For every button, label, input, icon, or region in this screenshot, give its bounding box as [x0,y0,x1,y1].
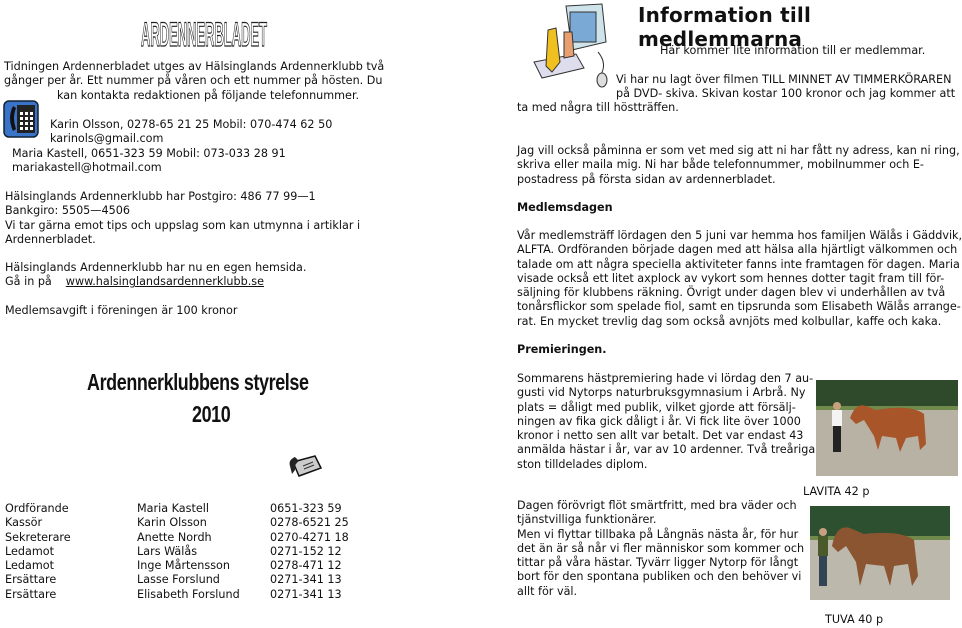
premiering-text [517,372,815,472]
info-title: Information till medlemmarna [638,3,812,51]
text-line: Hälsinglands Ardennerklubb har nu en egen hemsida. [5,261,307,274]
contact-maria [12,147,286,176]
heading: Medlemsdagen [517,201,613,214]
computer-clipart-icon [526,2,614,90]
board-phone: 0271-341 13 [270,587,342,601]
text-line: tjänstvilliga funktionärer. [517,513,657,527]
medlemsdagen-text [517,229,962,329]
text-line: gånger per år. Ett nummer på våren och ett nummer på hösten. Du [4,74,383,88]
board-phone: 0270-4271 18 [270,530,349,544]
board-role: Kassör [5,516,43,530]
telephone-icon [3,100,39,138]
board-row [5,502,370,516]
heading: Premieringen. [517,343,607,356]
board-phone: 0278-471 12 [270,559,342,573]
text-line: Men vi flyttar tillbaka på Långnäs nästa år, för hur [517,527,799,541]
text-line: Medlemsavgift i föreningen är 100 kronor [5,304,238,317]
text-line: Karin Olsson, 0278-65 21 25 Mobil: 070-474 62 50 [50,118,333,131]
board-role: Ordförande [5,502,69,515]
board-name: Maria Kastell [137,502,209,515]
board-role: Ersättare [5,573,57,587]
text-line: tonårsflickor som spelade fiol, samt en tipsrunda som Elisabeth Wälås arrange- [517,300,961,314]
board-row [5,531,370,545]
photo2-caption [825,613,883,627]
text-line: Vi tar gärna emot tips och uppslag som kan utmynna i artiklar i [5,218,361,232]
text-line: Sommarens hästpremiering hade vi lördag den 7 au- [517,372,814,385]
text-line: talade om att några speciella aktiviteter fanns inte framtagen för dagen. Maria [517,257,960,271]
text-line: Bankgiro: 5505—4506 [5,204,130,218]
board-row [5,545,370,559]
horse-photo-lavita [816,380,958,476]
text-line: ALFTA. Ordföranden började dagen med att hälsa alla hjärtligt välkommen och [517,243,958,257]
board-row [5,516,370,530]
text-line: Tidningen Ardennerbladet utges av Hälsinglands Ardennerklubb två [4,60,385,73]
caption: LAVITA 42 p [803,485,870,498]
board-row [5,559,370,573]
ardennerbladet-logo [138,14,270,52]
dvd-info-line3 [517,101,679,115]
board-phone: 0271-152 12 [270,544,342,558]
svg-text:ARDENNERBLADET: ARDENNERBLADET [141,15,267,54]
text-line: skriva eller maila mig. Ni har både telefonnummer, mobilnummer och E- [517,158,924,172]
text-line: Maria Kastell, 0651-323 59 Mobil: 073-033 28 91 [12,147,286,160]
text-line: plats = dåligt med publik, vilket gjorde att försälj- [517,400,796,414]
text-line: ta med några till höstträffen. [517,101,679,114]
board-row [5,588,370,602]
text-line: gusti vid Nytorps naturbruksgymnasium i Arbrå. Ny [517,386,806,400]
info-subtitle [660,44,925,58]
text-line: på DVD- skiva. Skivan kostar 100 kronor och jag kommer att [616,87,956,101]
board-name: Inge Mårtensson [137,559,230,573]
board-phone: 0278-6521 25 [270,516,349,530]
board-name: Karin Olsson [137,516,207,530]
board-name: Elisabeth Forslund [137,587,240,601]
board-row [5,573,370,587]
board-role: Sekreterare [5,530,71,544]
address-reminder [517,144,960,187]
text-line: anmälda hästar i år, var av 10 ardenner. Två treåriga [517,443,816,457]
text-line: Vi har nu lagt över filmen TILL MINNET AV TIMMERKÖRAREN [616,73,952,86]
membership-fee [5,304,237,318]
text-line: ston tilldelades diplom. [517,457,648,471]
text-line: karinols@gmail.com [50,132,164,146]
dagen-text [517,499,804,599]
text-line: tittar på våra hästar. Tyvärr ligger Nytorp för långt [517,556,799,570]
board-table [5,502,370,602]
website-prefix: Gå in på [5,275,52,289]
text-line: Ardennerbladet. [5,232,96,246]
dvd-info [616,73,955,102]
medlemsdagen-heading [517,201,613,215]
text-line: säljning för klubbens räkning. Övrigt under dagen blev vi underhållen av två [517,286,946,300]
desk-phone-icon [287,452,323,480]
board-phone: 0651-323 59 [270,502,342,515]
text-line: kan kontakta redaktionen på följande telefonnummer. [57,89,360,102]
caption: TUVA 40 p [825,613,884,626]
board-name: Lasse Forslund [137,573,220,587]
text-line: Här kommer lite information till er medlemmar. [660,44,926,57]
contact-karin [50,118,332,147]
text-line: Vår medlemsträff lördagen den 5 juni var hemma hos familjen Wälås i Gäddvik, [517,229,962,242]
board-name: Lars Wälås [137,544,198,558]
text-line: allt för väl. [517,584,578,598]
text-line: visade också ett litet axplock av vykort som hennes dotter tagit fram till för- [517,271,945,285]
photo1-caption [803,485,869,499]
board-role: Ledamot [5,544,55,558]
giro-info [5,190,360,247]
text-line: Hälsinglands Ardennerklubb har Postgiro: 486 77 99—1 [5,190,316,203]
board-title: Ardennerklubbens styrelse [87,369,309,395]
text-line: ningen av fika gick dåligt i år. Vi fick lite över 1000 [517,414,801,428]
intro-text [4,60,384,89]
board-role: Ledamot [5,559,55,573]
board-phone: 0271-341 13 [270,573,342,587]
text-line: Dagen förövrigt flöt smärtfritt, med bra väder och [517,499,797,512]
premiering-heading [517,343,607,357]
board-role: Ersättare [5,587,57,601]
text-line: rat. En mycket trevlig dag som också avnjöts med kolbullar, kaffe och kaka. [517,314,942,328]
text-line: Jag vill också påminna er som vet med sig att ni har fått ny adress, kan ni ring, [517,144,960,157]
text-line: mariakastell@hotmail.com [12,161,162,175]
website-info [5,261,306,290]
text-line: kronor i netto sen allt var betalt. Det var endast 43 [517,429,804,443]
horse-photo-tuva [810,506,950,600]
text-line: bort för den spontana publiken och den behöver vi [517,570,802,584]
intro-text-line3 [57,89,359,103]
text-line: det än är så når vi fler människor som kommer och [517,541,805,555]
text-line: postadress på första sidan av ardennerbladet. [517,172,776,186]
board-name: Anette Nordh [137,530,212,544]
board-year: 2010 [192,401,231,427]
website-link[interactable]: www.halsinglandsardennerklubb.se [65,275,264,289]
